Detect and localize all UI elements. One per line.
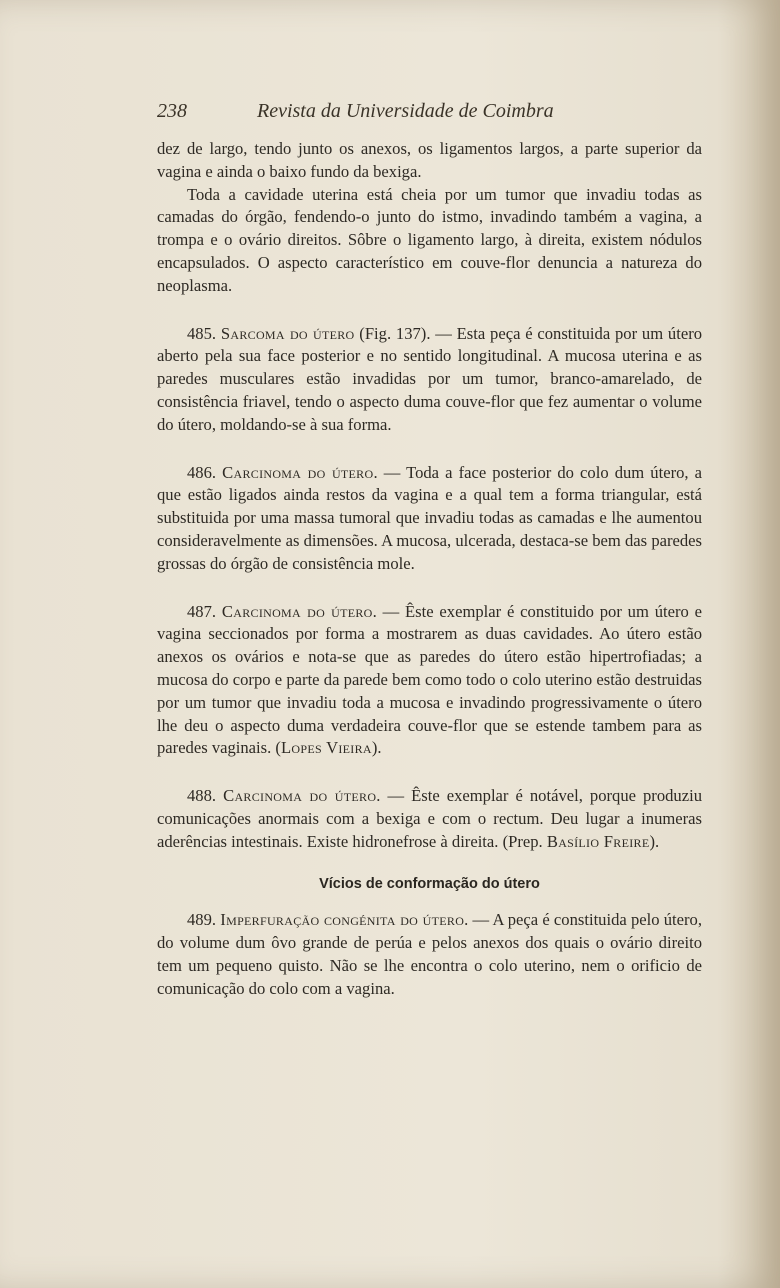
entry-485: [157, 323, 702, 437]
entry-number: 488.: [187, 786, 217, 806]
entry-number: 489.: [187, 910, 217, 930]
entry-ref: . —: [464, 910, 493, 930]
entry-text: A peça é constituida pelo útero, do volume dum ôvo grande de perúa e pelos anexos dos quais o ovário direito tem um pequeno quisto. Não se lhe encontra o colo uterino, nem o orificio de comunicação do colo com a vagina.: [157, 910, 703, 998]
entry-title: Carcinoma do útero: [222, 462, 374, 482]
entry-text: Esta peça é constituida por um útero aberto pela sua face posterior e no sentido longitudinal. A mucosa uterina e as paredes musculares estão invadidas por um tumor, branco-amarelado, de consistência friavel, tendo o aspecto duma couve-flor que fez aumentar o volume do útero, moldando-se à sua forma.: [157, 323, 703, 434]
entry-end: ).: [649, 831, 660, 851]
page-number: 238: [157, 100, 187, 122]
entry-487: [157, 601, 702, 761]
entry-title: Carcinoma do útero: [223, 786, 377, 806]
page-body: [157, 138, 702, 1001]
entry-text: Toda a face posterior do colo dum útero, a que estão ligados ainda restos da vagina e a qual tem a forma triangular, está substituida por uma massa tumoral que invadiu todas as camadas e lhe aumentou consideravelmente as dimensões. A mucosa, ulcerada, destaca-se bem das paredes grossas do órgão de consistência mole.: [157, 462, 702, 573]
entry-title: Carcinoma do útero: [221, 601, 373, 621]
entry-credit: Lopes Vieira: [280, 738, 372, 758]
entry-ref: . —: [373, 462, 407, 482]
entry-ref: (Fig. 137). —: [354, 323, 457, 343]
entry-ref: . —: [372, 601, 406, 621]
entry-number: 487.: [187, 601, 217, 621]
entry-number: 486.: [187, 462, 217, 482]
entry-number: 485.: [187, 323, 217, 343]
entry-end: ).: [371, 738, 382, 758]
section-heading: Vícios de conformação do útero: [319, 875, 540, 892]
continuation-paragraph: dez de largo, tendo junto os anexos, os ligamentos largos, a parte superior da vagina e ainda o baixo fundo da bexiga.: [157, 139, 702, 181]
continuation-paragraph: Toda a cavidade uterina está cheia por um tumor que invadiu todas as camadas do órgão, fendendo-o junto do istmo, invadindo também a vagina, a trompa e o ovário direitos. Sôbre o ligamento largo, à direita, existem nódulos encapsulados. O aspecto característico em couve-flor denuncia a natureza do neoplasma.: [157, 184, 702, 295]
running-title: Revista da Universidade de Coimbra: [257, 100, 554, 122]
entry-488: [157, 785, 702, 853]
entry-text: Êste exemplar é notável, porque produziu comunicações anormais com a bexiga e com o rectum. Deu lugar a inumeras aderências intestinais. Existe hidronefrose à direita. (Prep.: [157, 786, 702, 851]
entry-text: Êste exemplar é constituido por um útero e vagina seccionados por forma a mostrarem as duas cavidades. Ao útero estão anexos os ovários e nota-se que as paredes do útero estão hipertrofiadas; a mucosa do corpo e parte da parede bem como todo o colo uterino estão destruidas por um tumor que invadiu toda a mucosa e invadindo progressivamente o útero lhe deu o aspecto duma verdadeira couve-flor que se estende tambem para as paredes vaginais. (: [157, 601, 702, 758]
entry-title: Imperfuração congénita do útero: [220, 910, 465, 930]
entry-title: Sarcoma do útero: [220, 323, 355, 343]
entry-credit: Basílio Freire: [546, 831, 650, 851]
entry-ref: . —: [376, 786, 412, 806]
page-header: [157, 100, 702, 126]
entry-486: [157, 462, 702, 576]
entry-489: [157, 909, 702, 1000]
